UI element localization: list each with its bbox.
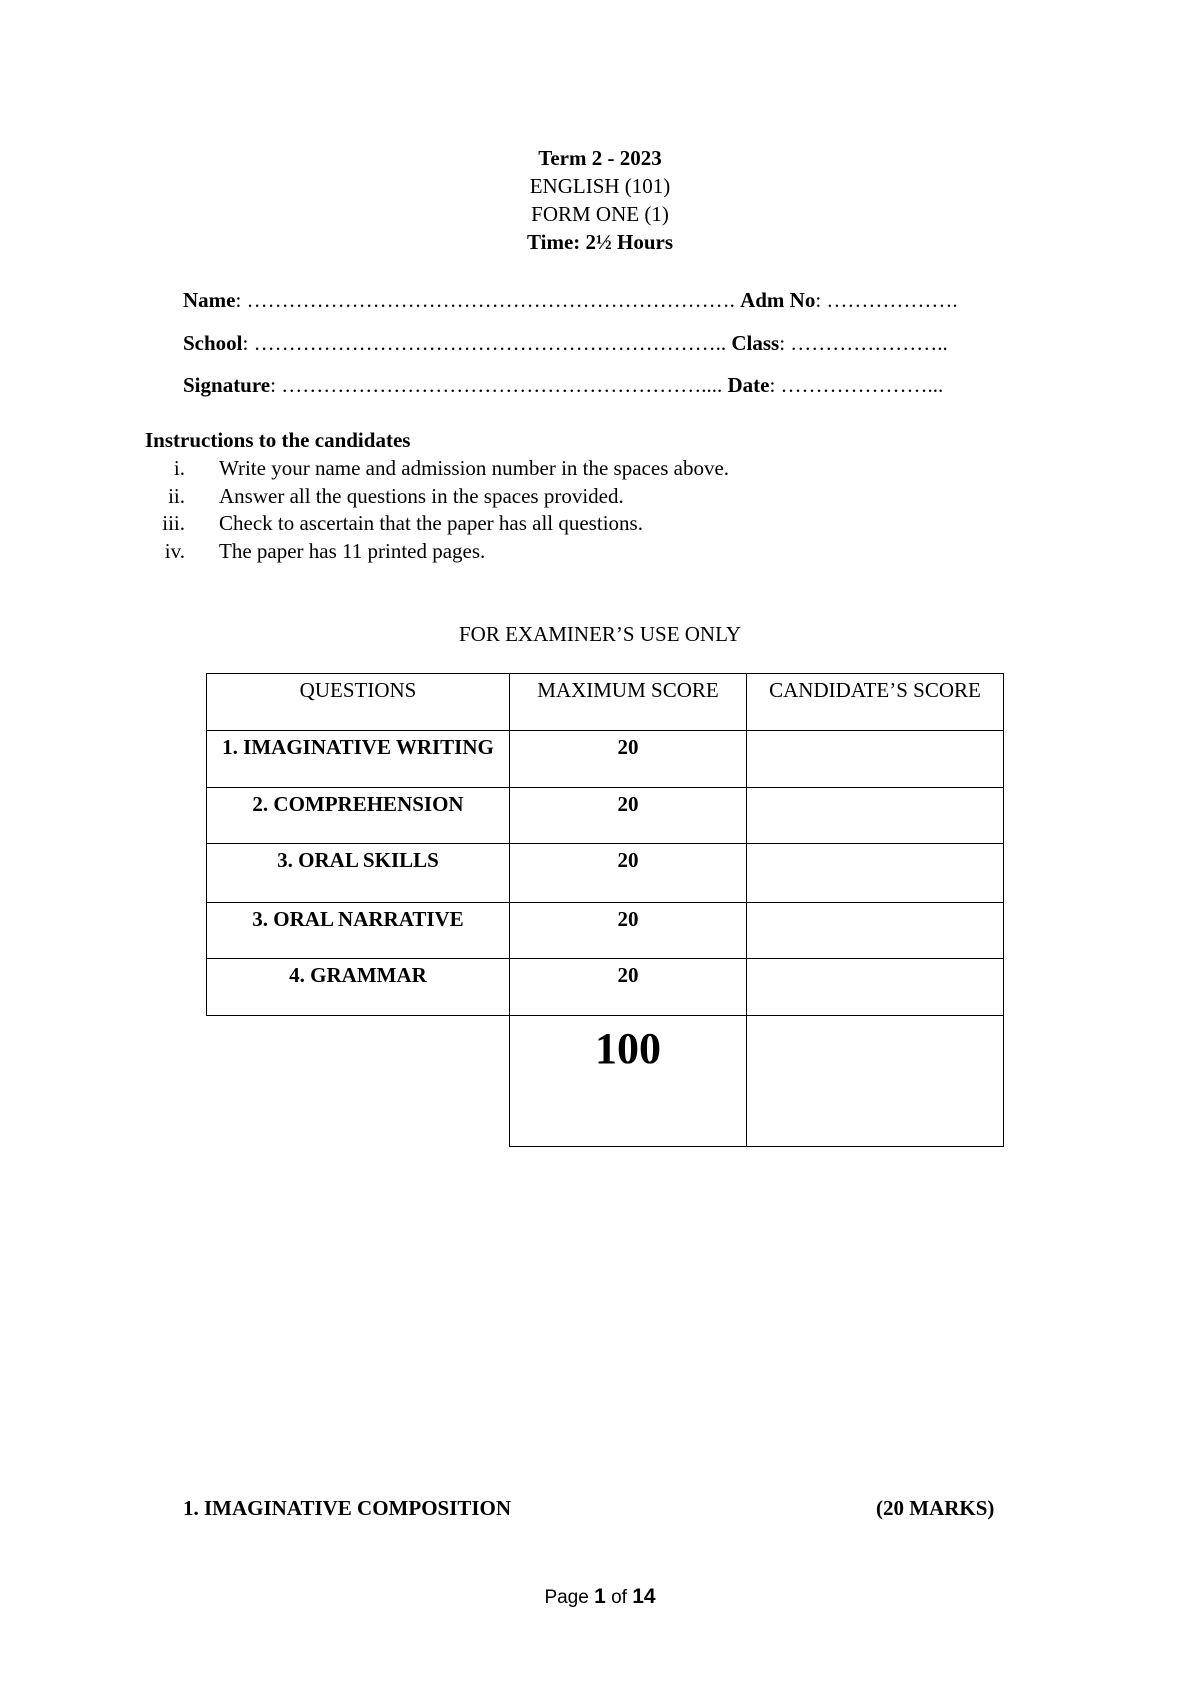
instruction-text: Check to ascertain that the paper has all questions. [219,511,643,535]
candidate-score-cell[interactable] [747,844,1004,903]
header-maximum-score: MAXIMUM SCORE [510,674,747,731]
table-row [207,903,1004,959]
date-field[interactable]: : …………………... [769,373,944,397]
school-label: School [183,331,243,355]
max-score-cell: 20 [510,788,747,844]
total-max-cell [510,1016,747,1147]
question-cell: 2. COMPREHENSION [207,788,510,844]
school-line [183,331,948,356]
candidate-score-cell[interactable] [747,903,1004,959]
page-footer [0,1585,1200,1609]
instruction-text: The paper has 11 printed pages. [219,538,486,563]
name-field[interactable]: : ……………………………………………………………. [235,288,741,312]
instructions-title: Instructions to the candidates [145,428,411,452]
total-score: 100 [595,1024,661,1073]
of-word: of [611,1587,627,1608]
school-field[interactable]: : ………………………………………………………….. [242,331,732,355]
question-cell: 3. ORAL NARRATIVE [207,903,510,959]
max-score-cell: 20 [510,844,747,903]
subject-title: ENGLISH (101) [529,174,671,198]
candidate-score-cell[interactable] [747,959,1004,1016]
question-cell: 4. GRAMMAR [207,959,510,1016]
total-candidate-cell[interactable] [747,1016,1004,1147]
class-field[interactable]: : ………………….. [779,331,948,355]
page-word: Page [544,1587,589,1608]
instruction-number: iii. [162,511,185,535]
signature-field[interactable]: : …………………………………………………….... [270,373,728,397]
question-cell: 3. ORAL SKILLS [207,844,510,903]
date-label: Date [727,373,770,397]
time-allowed: Time: 2½ Hours [526,230,674,254]
instruction-text: Answer all the questions in the spaces provided. [219,483,624,508]
signature-line [183,373,943,398]
table-total-row [207,1016,1004,1147]
instruction-number: ii. [168,483,185,508]
term-title: Term 2 - 2023 [538,146,662,170]
page-total: 14 [632,1585,656,1608]
candidate-score-cell[interactable] [747,788,1004,844]
form-title: FORM ONE (1) [531,202,669,226]
table-row [207,731,1004,788]
max-score-cell: 20 [510,959,747,1016]
section-title: 1. IMAGINATIVE COMPOSITION [183,1496,512,1520]
max-score-cell: 20 [510,731,747,788]
instruction-number: iv. [164,538,185,563]
class-label: Class [731,331,780,355]
candidate-score-cell[interactable] [747,731,1004,788]
section-marks: (20 MARKS) [876,1496,995,1520]
name-label: Name [183,288,236,312]
signature-label: Signature [183,373,271,397]
table-row [207,959,1004,1016]
adm-label: Adm No [740,288,816,312]
page-number: 1 [594,1585,606,1608]
table-header-row [207,674,1004,731]
instruction-number: i. [173,456,185,480]
adm-field[interactable]: : ………………. [815,288,958,312]
examiner-title: FOR EXAMINER’S USE ONLY [459,622,741,646]
score-table [206,673,1004,1147]
header-candidate-score: CANDIDATE’S SCORE [747,674,1004,731]
max-score-cell: 20 [510,903,747,959]
instruction-text: Write your name and admission number in the spaces above. [219,456,730,480]
exam-header [0,144,1200,256]
table-row [207,844,1004,903]
question-cell: 1. IMAGINATIVE WRITING [207,731,510,788]
name-line [183,288,958,313]
header-questions: QUESTIONS [207,674,510,731]
table-row [207,788,1004,844]
